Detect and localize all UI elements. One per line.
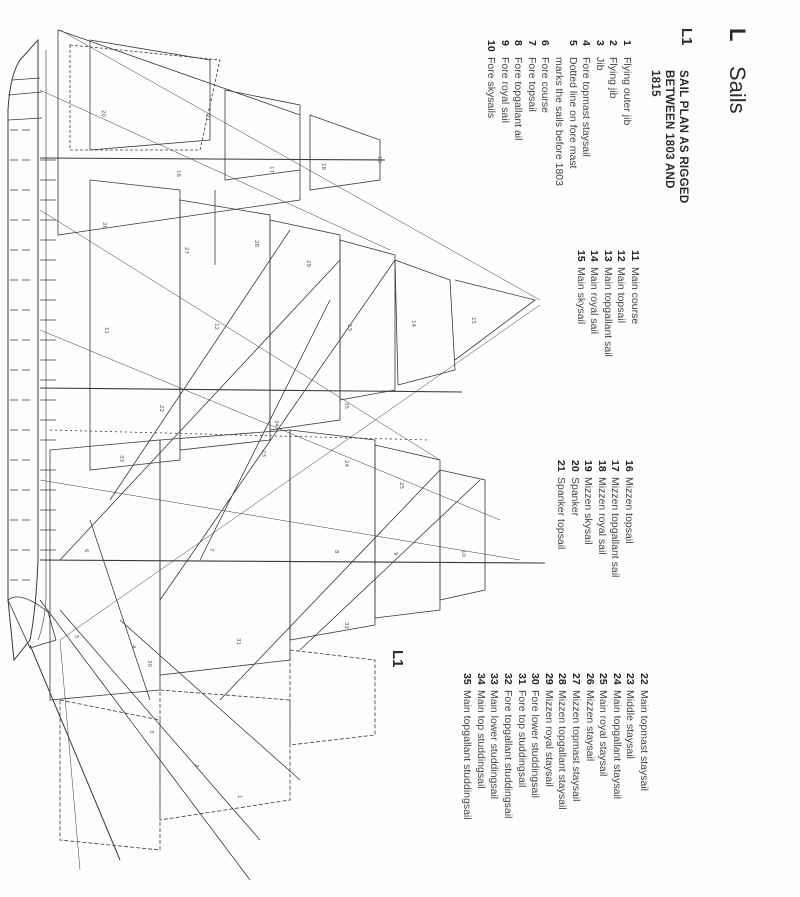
legend-item: 21Spanker topsail: [555, 460, 568, 550]
legend-item: 22Main topmast staysail: [638, 673, 650, 791]
legend-item: 33Main lower studdingsail: [488, 673, 501, 800]
svg-text:9: 9: [392, 552, 398, 556]
studding-sails: [60, 650, 375, 850]
svg-text:35: 35: [343, 402, 349, 409]
legend-item: 18Mizzen royal sail: [595, 460, 608, 555]
legend-item: 4Fore topmast staysail: [580, 40, 593, 157]
svg-text:3: 3: [148, 730, 154, 734]
fore-royal: [375, 445, 440, 618]
plate-title: [648, 70, 690, 204]
legend-item: 29Mizzen royal staysail: [542, 673, 555, 787]
svg-text:30: 30: [146, 660, 152, 667]
svg-text:23: 23: [260, 450, 266, 457]
legend-item: 31Fore top studdingsail: [515, 673, 528, 788]
svg-text:29: 29: [305, 260, 311, 267]
legend-item: 11Main course: [629, 250, 641, 325]
legend-item: 25Main royal staysail: [597, 673, 610, 777]
hull-outline: [8, 40, 38, 660]
svg-text:26: 26: [101, 222, 107, 229]
svg-text:13: 13: [346, 324, 352, 331]
legend-item: 23Middle staysail: [624, 673, 637, 759]
svg-text:14: 14: [410, 320, 416, 327]
svg-text:7: 7: [208, 548, 214, 552]
main-mast: [40, 388, 462, 392]
mizzen-mast: [40, 158, 385, 160]
svg-text:11: 11: [103, 327, 109, 334]
svg-text:8: 8: [333, 550, 339, 554]
figure-label: L1: [389, 650, 406, 668]
legend-item: 6Fore course: [539, 40, 552, 114]
svg-text:15: 15: [470, 317, 476, 324]
svg-text:24: 24: [343, 460, 349, 467]
legend-item: 8Fore topgallant ail: [512, 40, 525, 141]
legend-item: 7Fore topsail: [525, 40, 538, 112]
plate-title-line-2: BETWEEN 1803 AND: [663, 70, 675, 189]
svg-text:16: 16: [175, 170, 181, 177]
main-topsail: [180, 200, 270, 450]
svg-text:2: 2: [193, 764, 199, 768]
legend-item: 32Fore topgallant studdingsail: [502, 673, 515, 819]
svg-text:4: 4: [130, 645, 136, 649]
fore-course: [50, 440, 160, 700]
legend-item: 19Mizzen skysail: [582, 460, 595, 545]
svg-text:28: 28: [253, 240, 259, 247]
legend-column-4: [460, 673, 650, 820]
legend-item: 5Dotted line on fore mast: [566, 40, 579, 169]
svg-text:18: 18: [320, 163, 326, 170]
svg-text:5: 5: [73, 635, 79, 639]
section-letter: L: [725, 28, 750, 42]
svg-text:22: 22: [158, 405, 164, 412]
svg-text:25: 25: [398, 482, 404, 489]
legend-item: 9Fore royal sail: [498, 40, 511, 123]
legend-column-2: [573, 250, 641, 357]
plate-title-line-3: 1815: [649, 70, 661, 97]
legend-item: 12Main topsail: [615, 250, 628, 324]
fore-topgallant: [290, 430, 375, 640]
svg-text:19: 19: [376, 156, 382, 163]
legend-item: 30Fore lower studdingsail: [529, 673, 542, 798]
svg-text:31: 31: [235, 638, 241, 645]
pre-1803-dotted-line: [50, 430, 430, 440]
legend-item: 35Main topgallant studdingsail: [461, 673, 474, 820]
legend-item: 1Flying outer jib: [621, 40, 633, 126]
legend-item: 3Jib: [593, 40, 606, 71]
legend-item: 16Mizzen topsail: [623, 460, 635, 544]
legend-item: 14Main royal sail: [588, 250, 601, 335]
svg-text:10: 10: [460, 550, 466, 557]
svg-text:32: 32: [343, 622, 349, 629]
legend-item: 26Mizzen staysail: [583, 673, 596, 762]
svg-text:17: 17: [268, 166, 274, 173]
legend-item: 15Main skysail: [574, 250, 587, 325]
legend-item: 28Mizzen topgallant staysail: [556, 673, 569, 810]
svg-text:1: 1: [236, 795, 242, 799]
legend-item: 10Fore skysails: [485, 40, 498, 119]
fore-topsail: [160, 430, 290, 675]
gun-ports: [10, 130, 56, 580]
bow-head: [8, 597, 56, 648]
legend-item: 20Spanker: [568, 460, 581, 517]
stern-gallery: [8, 78, 42, 120]
fore-mast: [40, 560, 545, 563]
main-royal: [340, 240, 395, 400]
legend-item: 17Mizzen topgallant sail: [609, 460, 622, 578]
svg-text:6: 6: [83, 549, 89, 553]
plate-code: L1: [678, 28, 695, 46]
bowsprit: [30, 645, 120, 860]
legend-item: 2Flying jib: [607, 40, 620, 99]
svg-text:12: 12: [213, 323, 219, 330]
svg-text:27: 27: [183, 247, 189, 254]
hull-inner-line: [38, 50, 46, 640]
legend-item: 27Mizzen topmast staysail: [570, 673, 583, 802]
section-title: Sails: [725, 66, 750, 114]
legend-item: 24Main topgallant staysail: [610, 673, 623, 800]
svg-text:20: 20: [100, 110, 106, 117]
svg-text:21: 21: [204, 114, 210, 121]
legend-column-1: [483, 40, 633, 186]
legend-item: 34Main top studdingsail: [474, 673, 487, 789]
svg-text:34: 34: [273, 420, 279, 427]
fore-skysail: [440, 470, 485, 600]
svg-text:33: 33: [118, 455, 124, 462]
legend-column-3: [553, 460, 635, 577]
legend-item: 13Main topgallant sail: [601, 250, 614, 357]
plate-title-line-1: SAIL PLAN AS RIGGED: [677, 70, 689, 204]
legend-item: marks the sails before 1803: [553, 57, 566, 186]
